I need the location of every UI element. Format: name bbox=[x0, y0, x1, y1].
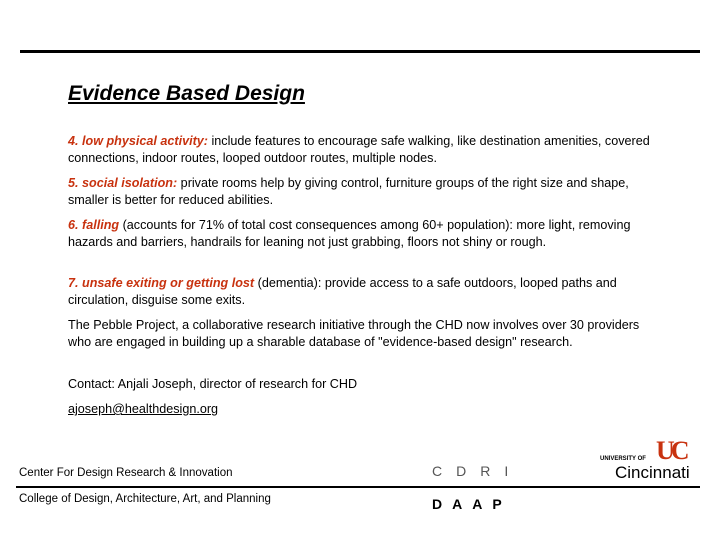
item-text: private rooms help by giving control, furniture groups of the right size and shape, smaller is better for reduced abilities. bbox=[68, 176, 629, 207]
item-5 bbox=[68, 175, 658, 208]
uc-big: Cincinnati bbox=[615, 463, 690, 482]
item-head: 6. falling bbox=[68, 218, 120, 232]
uc-mark: UC bbox=[656, 436, 686, 465]
item-text: (dementia): provide access to a safe outdoors, looped paths and circulation, disguise some exits. bbox=[68, 276, 617, 307]
item-head: 7. unsafe exiting or getting lost bbox=[68, 276, 255, 290]
daap-name: College of Design, Architecture, Art, and Planning bbox=[19, 493, 271, 505]
pebble-paragraph: The Pebble Project, a collaborative research initiative through the CHD now involves over 30 providers who are engaged in building up a sharable database of "evidence-based design" research. bbox=[68, 318, 640, 349]
footer-rule bbox=[16, 486, 700, 488]
uc-logo bbox=[598, 438, 698, 482]
item-text: (accounts for 71% of total cost consequences among 60+ population): more light, removing hazards and barriers, handrails for leaning not just grabbing, floors not shiny or rough. bbox=[68, 218, 631, 249]
item-head: 5. social isolation: bbox=[68, 176, 178, 190]
page-title: Evidence Based Design bbox=[68, 82, 305, 105]
item-4 bbox=[68, 133, 658, 166]
item-head: 4. low physical activity: bbox=[68, 134, 208, 148]
top-rule bbox=[20, 50, 700, 53]
item-7 bbox=[68, 275, 658, 308]
item-text: include features to encourage safe walking, like destination amenities, covered connections, indoor routes, looped outdoor routes, multiple nodes. bbox=[68, 134, 650, 165]
daap-logo: DAAP bbox=[432, 496, 512, 512]
contact-line: Contact: Anjali Joseph, director of research for CHD bbox=[68, 377, 358, 391]
item-6 bbox=[68, 217, 658, 250]
email-link[interactable]: ajoseph@healthdesign.org bbox=[68, 402, 219, 416]
cdri-name: Center For Design Research & Innovation bbox=[19, 467, 233, 479]
cdri-logo: CDRI bbox=[432, 463, 523, 479]
uc-small: UNIVERSITY OF bbox=[600, 456, 646, 462]
